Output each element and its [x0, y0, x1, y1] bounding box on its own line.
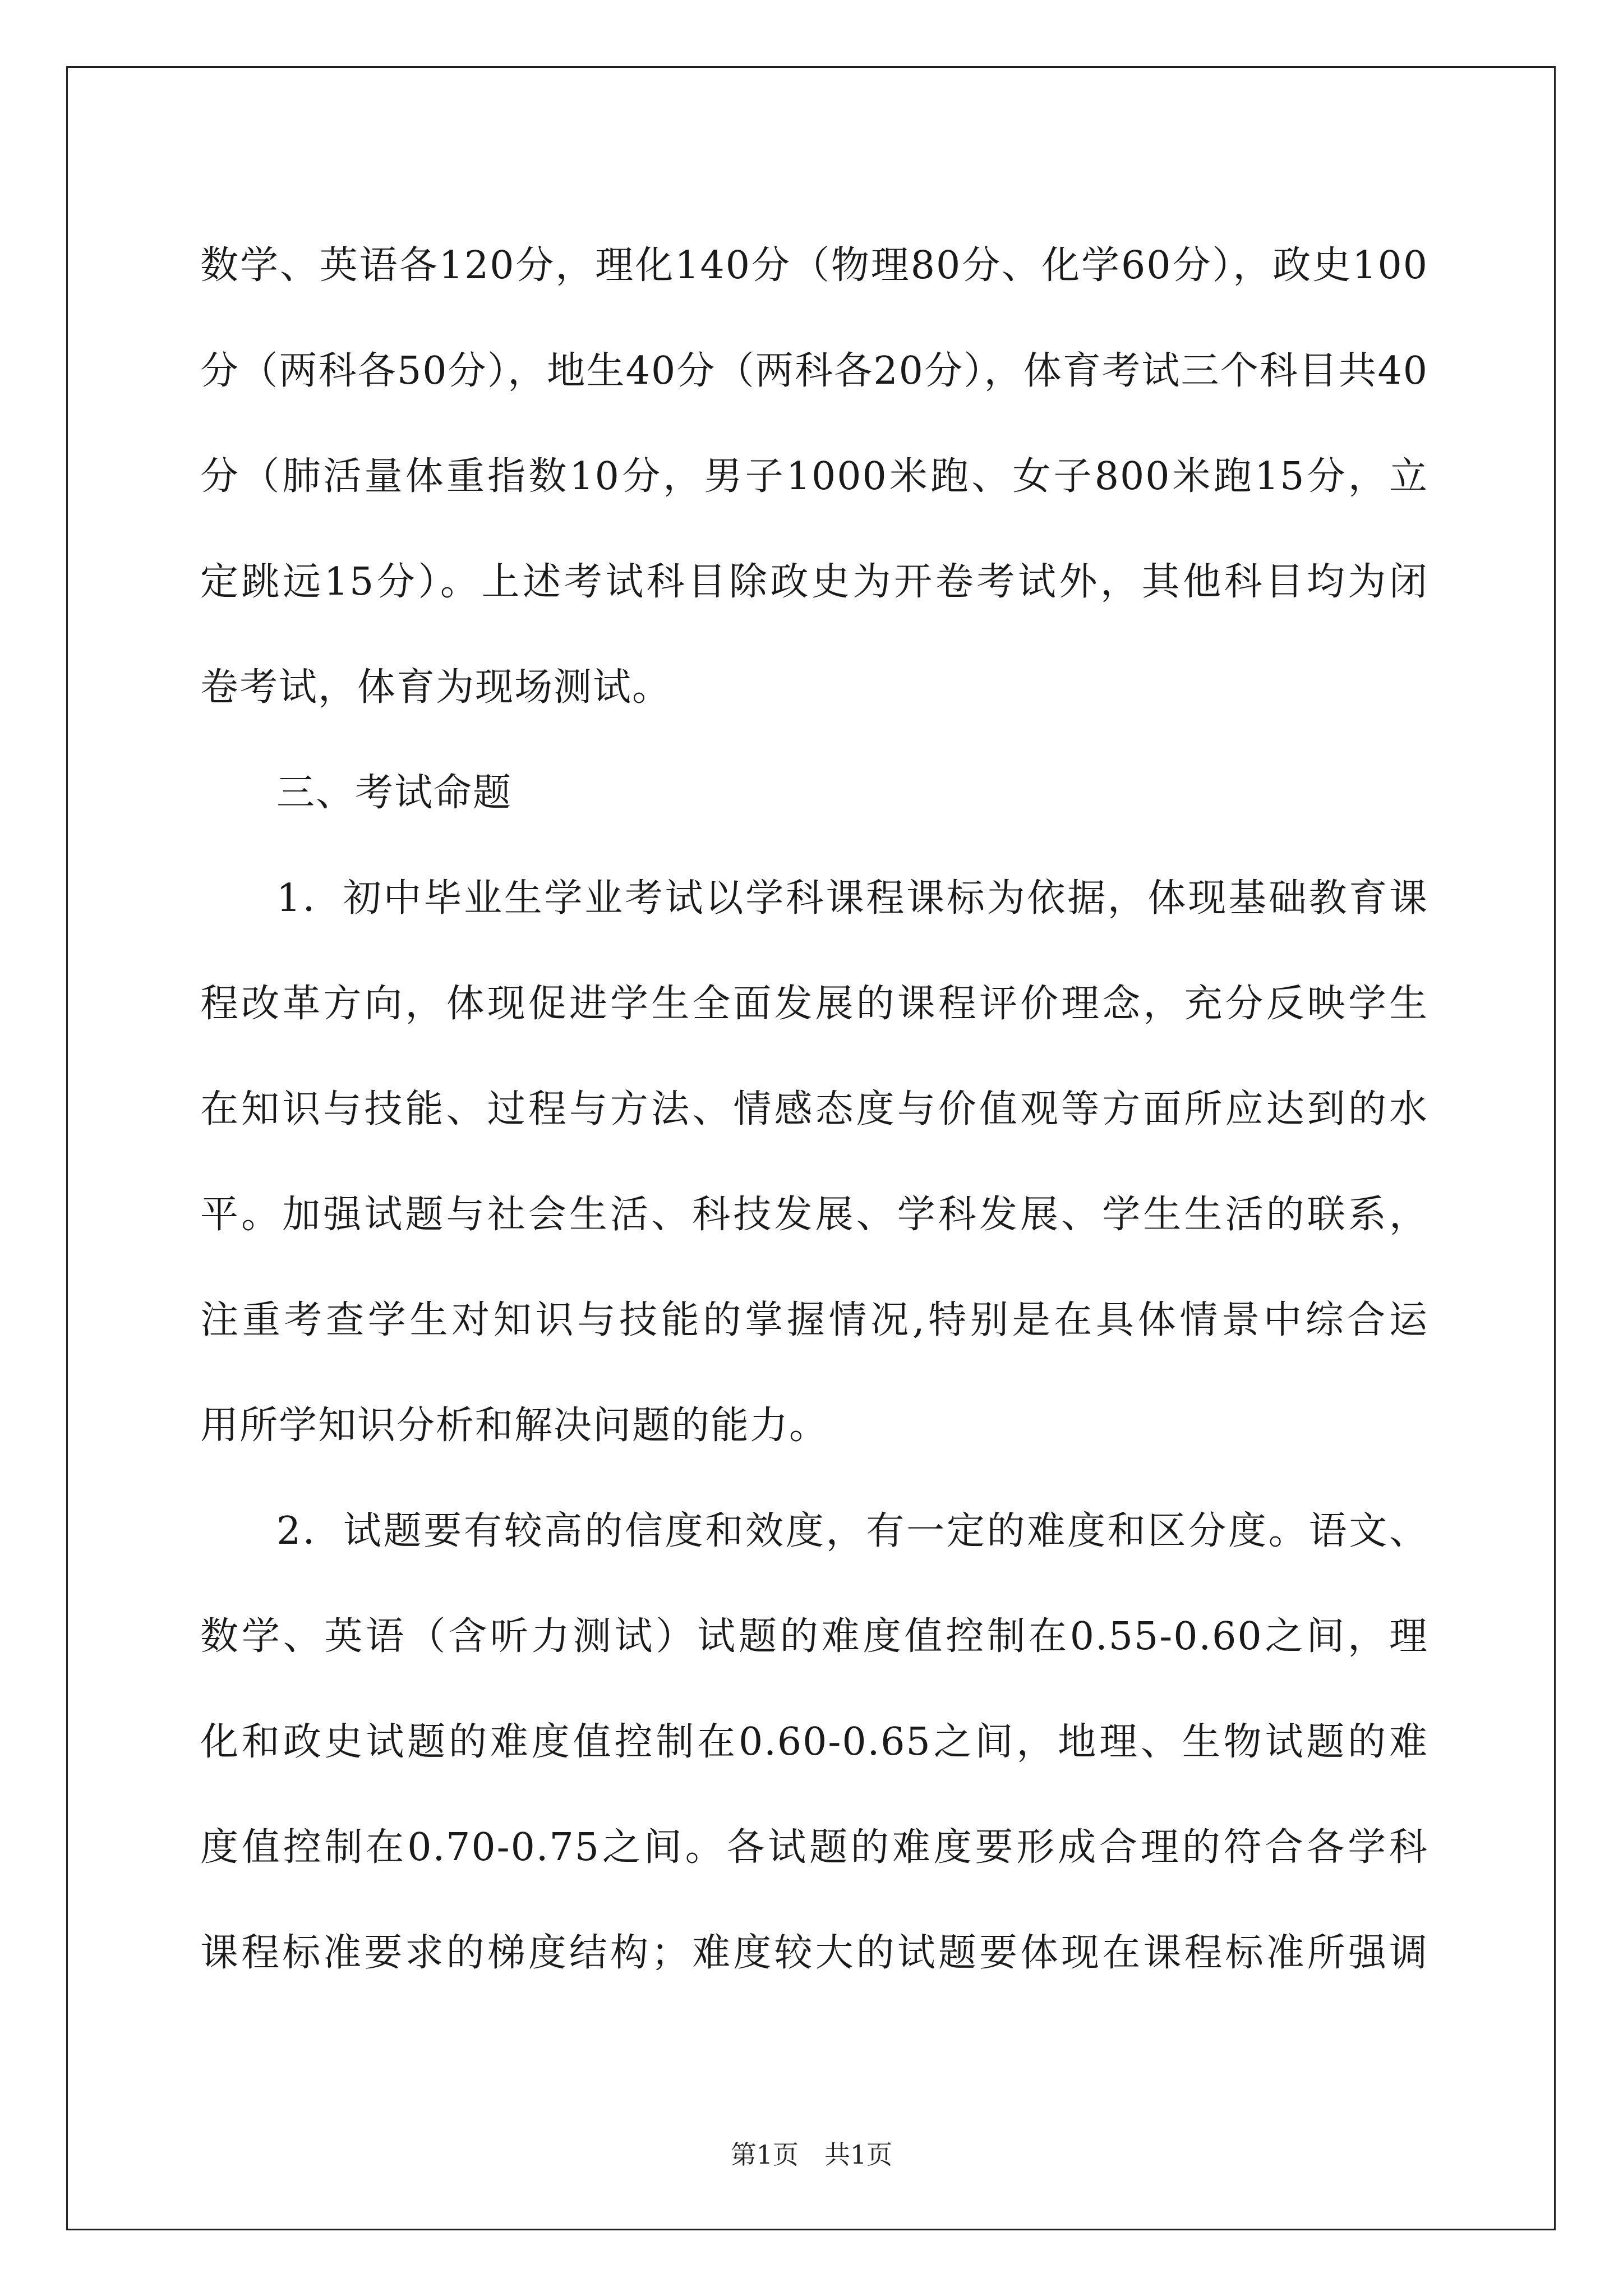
paragraph-line: 在知识与技能、过程与方法、情感态度与价值观等方面所应达到的水	[200, 1087, 1428, 1131]
page-number-footer: 第1页 共1页	[730, 2139, 893, 2170]
paragraph-line: 卷考试，体育为现场测试。	[200, 665, 672, 710]
paragraph-line: 化和政史试题的难度值控制在0.60-0.65之间，地理、生物试题的难	[200, 1720, 1428, 1764]
paragraph-line: 数学、英语各120分，理化140分（物理80分、化学60分），政史100	[200, 243, 1428, 288]
paragraph-line: 课程标准要求的梯度结构；难度较大的试题要体现在课程标准所强调	[200, 1931, 1428, 1975]
document-body	[200, 213, 1428, 2006]
paragraph-line: 注重考查学生对知识与技能的掌握情况,特别是在具体情景中综合运	[200, 1298, 1428, 1342]
paragraph-line: 数学、英语（含听力测试）试题的难度值控制在0.55-0.60之间，理	[200, 1614, 1428, 1659]
paragraph-line: 2．试题要有较高的信度和效度，有一定的难度和区分度。语文、	[276, 1509, 1428, 1553]
section-heading: 三、考试命题	[276, 771, 513, 815]
paragraph-line: 度值控制在0.70-0.75之间。各试题的难度要形成合理的符合各学科	[200, 1825, 1428, 1870]
paragraph-line: 用所学知识分析和解决问题的能力。	[200, 1404, 829, 1448]
paragraph-line: 平。加强试题与社会生活、科技发展、学科发展、学生生活的联系，	[200, 1193, 1428, 1237]
paragraph-line: 1．初中毕业生学业考试以学科课程课标为依据，体现基础教育课	[276, 876, 1428, 921]
paragraph-line: 定跳远15分）。上述考试科目除政史为开卷考试外，其他科目均为闭	[200, 560, 1428, 604]
paragraph-line: 程改革方向，体现促进学生全面发展的课程评价理念，充分反映学生	[200, 982, 1428, 1026]
paragraph-line: 分（两科各50分），地生40分（两科各20分），体育考试三个科目共40	[200, 349, 1428, 393]
paragraph-line: 分（肺活量体重指数10分，男子1000米跑、女子800米跑15分，立	[200, 454, 1428, 499]
